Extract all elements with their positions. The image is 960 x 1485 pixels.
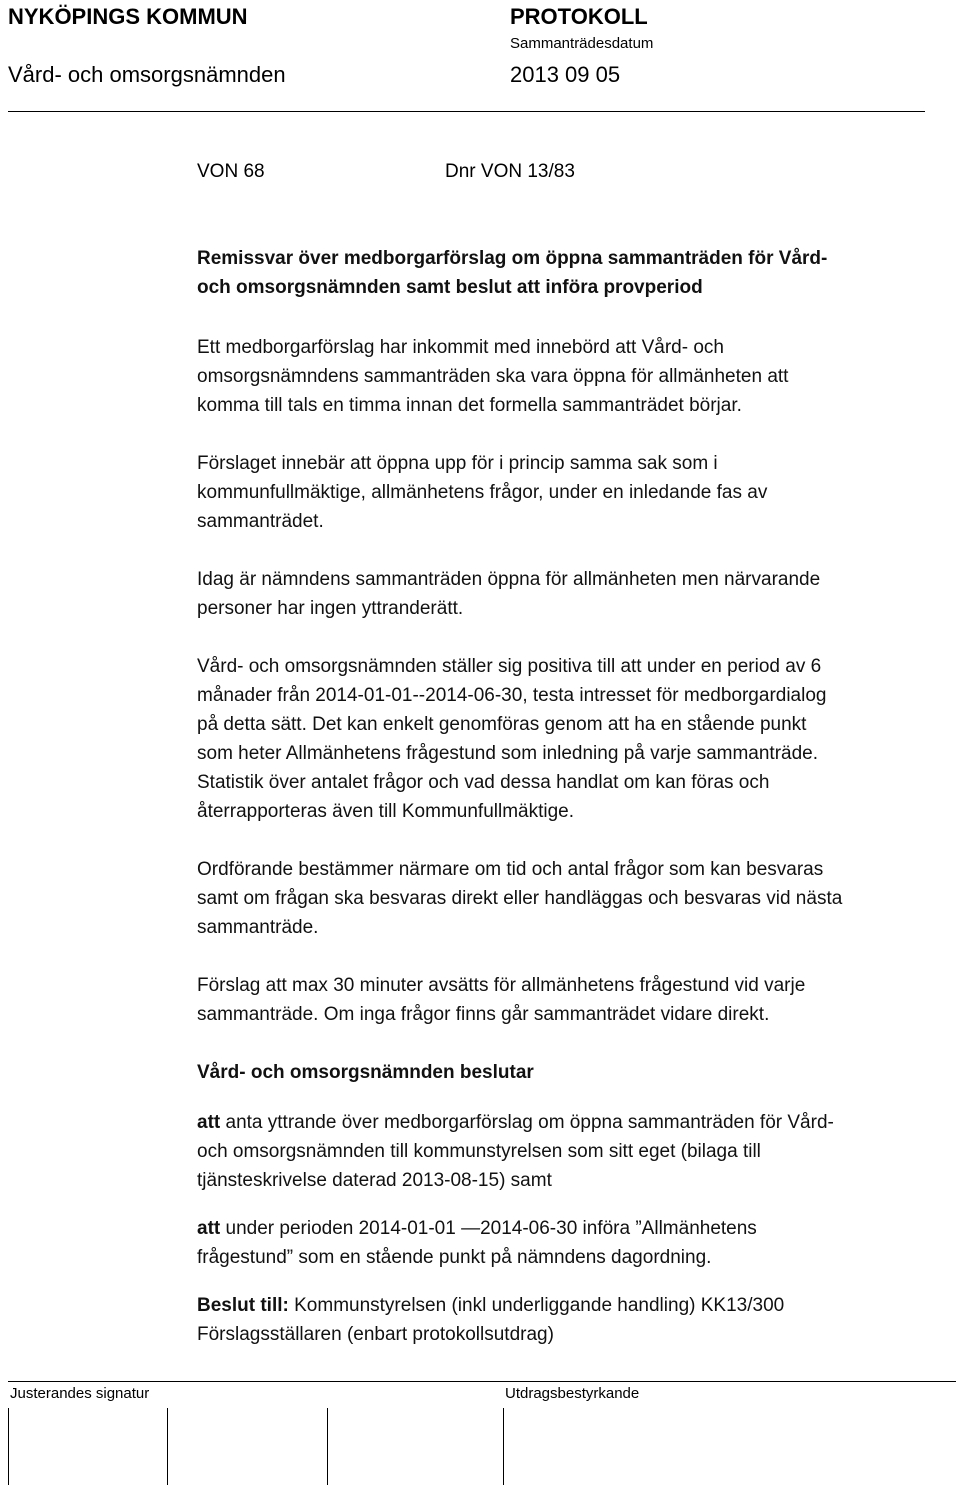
text-line: återrapporteras även till Kommunfullmäktige.: [197, 801, 575, 822]
title-line: Remissvar över medborgarförslag om öppna sammanträden för Vård-: [197, 248, 828, 269]
paragraph-3: [197, 565, 937, 623]
decision-line: och omsorgsnämnden till kommunstyrelsen som sitt eget (bilaga till: [197, 1141, 761, 1162]
text-line: sammanträde.: [197, 917, 319, 938]
case-number: VON 68: [197, 161, 265, 182]
signature-box-line: [327, 1408, 328, 1485]
paragraph-6: [197, 971, 937, 1029]
paragraph-5: [197, 855, 937, 942]
meeting-date-label: Sammanträdesdatum: [510, 35, 654, 52]
decision-item-2: [197, 1214, 937, 1272]
distribution-recipient: Kommunstyrelsen (inkl underliggande handling) KK13/300: [288, 1295, 785, 1316]
text-line: Förslag att max 30 minuter avsätts för allmänhetens frågestund vid varje: [197, 975, 806, 996]
text-line: komma till tals en timma innan det formella sammanträdet börjar.: [197, 395, 742, 416]
text-line: sammanträde. Om inga frågor finns går sammanträdet vidare direkt.: [197, 1004, 770, 1025]
case-dnr: Dnr VON 13/83: [445, 161, 575, 182]
signature-box-line: [503, 1408, 504, 1485]
decision-heading: Vård- och omsorgsnämnden beslutar: [197, 1062, 534, 1083]
paragraph-2: [197, 449, 937, 536]
decision-line: frågestund” som en stående punkt på nämndens dagordning.: [197, 1247, 712, 1268]
att-keyword: att: [197, 1218, 221, 1239]
text-line: Vård- och omsorgsnämnden ställer sig positiva till att under en period av 6: [197, 656, 822, 677]
header-rule: [8, 111, 925, 112]
text-line: Ordförande bestämmer närmare om tid och antal frågor som kan besvaras: [197, 859, 824, 880]
text-line: samt om frågan ska besvaras direkt eller handläggas och besvaras vid nästa: [197, 888, 843, 909]
text-line: Ett medborgarförslag har inkommit med innebörd att Vård- och: [197, 337, 724, 358]
text-line: Förslaget innebär att öppna upp för i princip samma sak som i: [197, 453, 718, 474]
signature-box-line: [167, 1408, 168, 1485]
decision-line: tjänsteskrivelse daterad 2013-08-15) samt: [197, 1170, 552, 1191]
text-line: Statistik över antalet frågor och vad dessa handlat om kan föras och: [197, 772, 770, 793]
text-line: på detta sätt. Det kan enkelt genomföras genom att ha en stående punkt: [197, 714, 807, 735]
text-line: personer har ingen yttranderätt.: [197, 598, 464, 619]
case-title: [197, 244, 937, 302]
footer-rule: [8, 1381, 956, 1382]
distribution-recipient: Förslagsställaren (enbart protokollsutdrag): [197, 1324, 554, 1345]
decision-text: anta yttrande över medborgarförslag om öppna sammanträden för Vård-: [220, 1112, 834, 1133]
distribution: [197, 1291, 937, 1349]
att-keyword: att: [197, 1112, 221, 1133]
decision-line: [197, 1214, 937, 1243]
decision-text: under perioden 2014-01-01 —2014-06-30 införa ”Allmänhetens: [220, 1218, 757, 1239]
text-line: kommunfullmäktige, allmänhetens frågor, under en inledande fas av: [197, 482, 768, 503]
text-line: sammanträdet.: [197, 511, 324, 532]
meeting-date: 2013 09 05: [510, 62, 621, 87]
text-line: månader från 2014-01-01--2014-06-30, testa intresset för medborgardialog: [197, 685, 827, 706]
extract-certification-label: Utdragsbestyrkande: [505, 1385, 640, 1402]
text-line: omsorgsnämndens sammanträden ska vara öppna för allmänheten att: [197, 366, 789, 387]
title-line: och omsorgsnämnden samt beslut att införa provperiod: [197, 277, 703, 298]
municipality-name: NYKÖPINGS KOMMUN: [8, 4, 248, 29]
text-line: Idag är nämndens sammanträden öppna för allmänheten men närvarande: [197, 569, 821, 590]
paragraph-1: [197, 333, 937, 420]
board-name: Vård- och omsorgsnämnden: [8, 62, 286, 87]
paragraph-4: [197, 652, 937, 826]
decision-line: [197, 1108, 937, 1137]
signature-box-line: [8, 1408, 9, 1485]
signature-label: Justerandes signatur: [10, 1385, 150, 1402]
text-line: som heter Allmänhetens frågestund som inledning på varje sammanträde.: [197, 743, 819, 764]
distribution-label: Beslut till:: [197, 1295, 289, 1316]
document-type: PROTOKOLL: [510, 4, 648, 29]
decision-item-1: [197, 1108, 937, 1195]
